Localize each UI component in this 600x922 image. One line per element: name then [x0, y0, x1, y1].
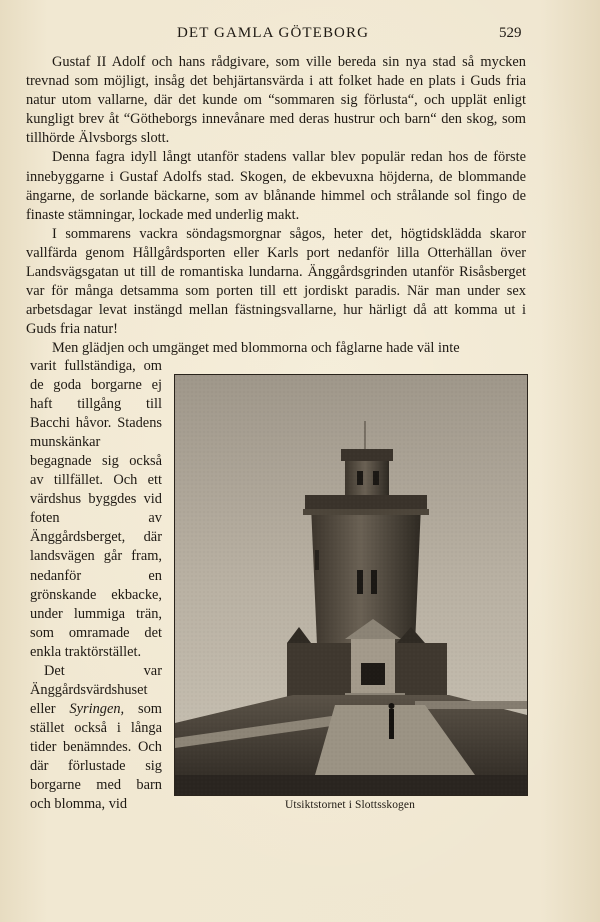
paragraph: Gustaf II Adolf och hans rådgivare, som ville bereda sin nya stad så mycken trevnad som möjligt, insåg det behjärtansvärda i att folket hade en plats i Guds fria natur utom vallarne, där det kunde om “sommaren sig förlusta“, och upplät enligt kungligt brev åt “Götheborgs innevånare med deras hustrur och barn“ den skog, som tillhörde Älvsborgs slott. — [26, 54, 526, 147]
paragraph — [30, 662, 162, 814]
narrow-text-column — [30, 357, 162, 814]
tower-illustration — [175, 375, 527, 795]
page-number: 529 — [499, 25, 522, 41]
tower-photograph — [174, 374, 528, 796]
italic-name: Syringen, — [69, 700, 125, 717]
paragraph-lead: Det var Änggårdsvärdshuset eller — [30, 662, 162, 717]
paragraph: I sommarens vackra söndagsmorgnar sågos, heter det, högtidsklädda skaror vallfärda genom Hållgårdsporten eller Karls port nedanför lilla Otterhällan över Landsvägsgatan ut till de romantiska lundarna. Änggårdsgrinden utanför Risåsberget var för många detsamma som porten till ett jordiskt paradis. När man under sex arbetsdagar levat instängd mellan fästningsvallarne, hur härligt då att komma ut i Guds fria natur! — [26, 225, 526, 338]
paragraph-continued: varit fullständiga, om de goda borgarne ej haft tillgång till Bacchi håvor. Stadens munskänkar begagnade sig också av tillfället. Och ett värdshus byggdes vid foten av Änggårdsberget, där landsvägen går fram, nedanför en grönskande ekbacke, under lummiga trän, som omramade det enkla traktörstället. — [30, 358, 162, 660]
paragraph-rest: som stället också i långa tider benämndes. Och där förlustade sig borgarne med barn och blomma, vid — [30, 700, 162, 813]
figure-caption: Utsiktstornet i Slottsskogen — [285, 799, 415, 811]
running-head: DET GAMLA GÖTEBORG — [177, 25, 370, 41]
paragraph: Denna fagra idyll långt utanför stadens vallar blev populär redan hos de förste innebyggarne i Gustaf Adolfs stad. Skogen, de ekbevuxna höjderna, de blommande ängarne, de sorlande bäckarne, som av blånande himmel och strålande sol fingo de finaste stämningar, lockade med underlig makt. — [26, 149, 526, 223]
paragraph: Men glädjen och umgänget med blommorna och fåglarne hade väl inte — [52, 340, 460, 357]
full-width-text — [26, 53, 526, 359]
